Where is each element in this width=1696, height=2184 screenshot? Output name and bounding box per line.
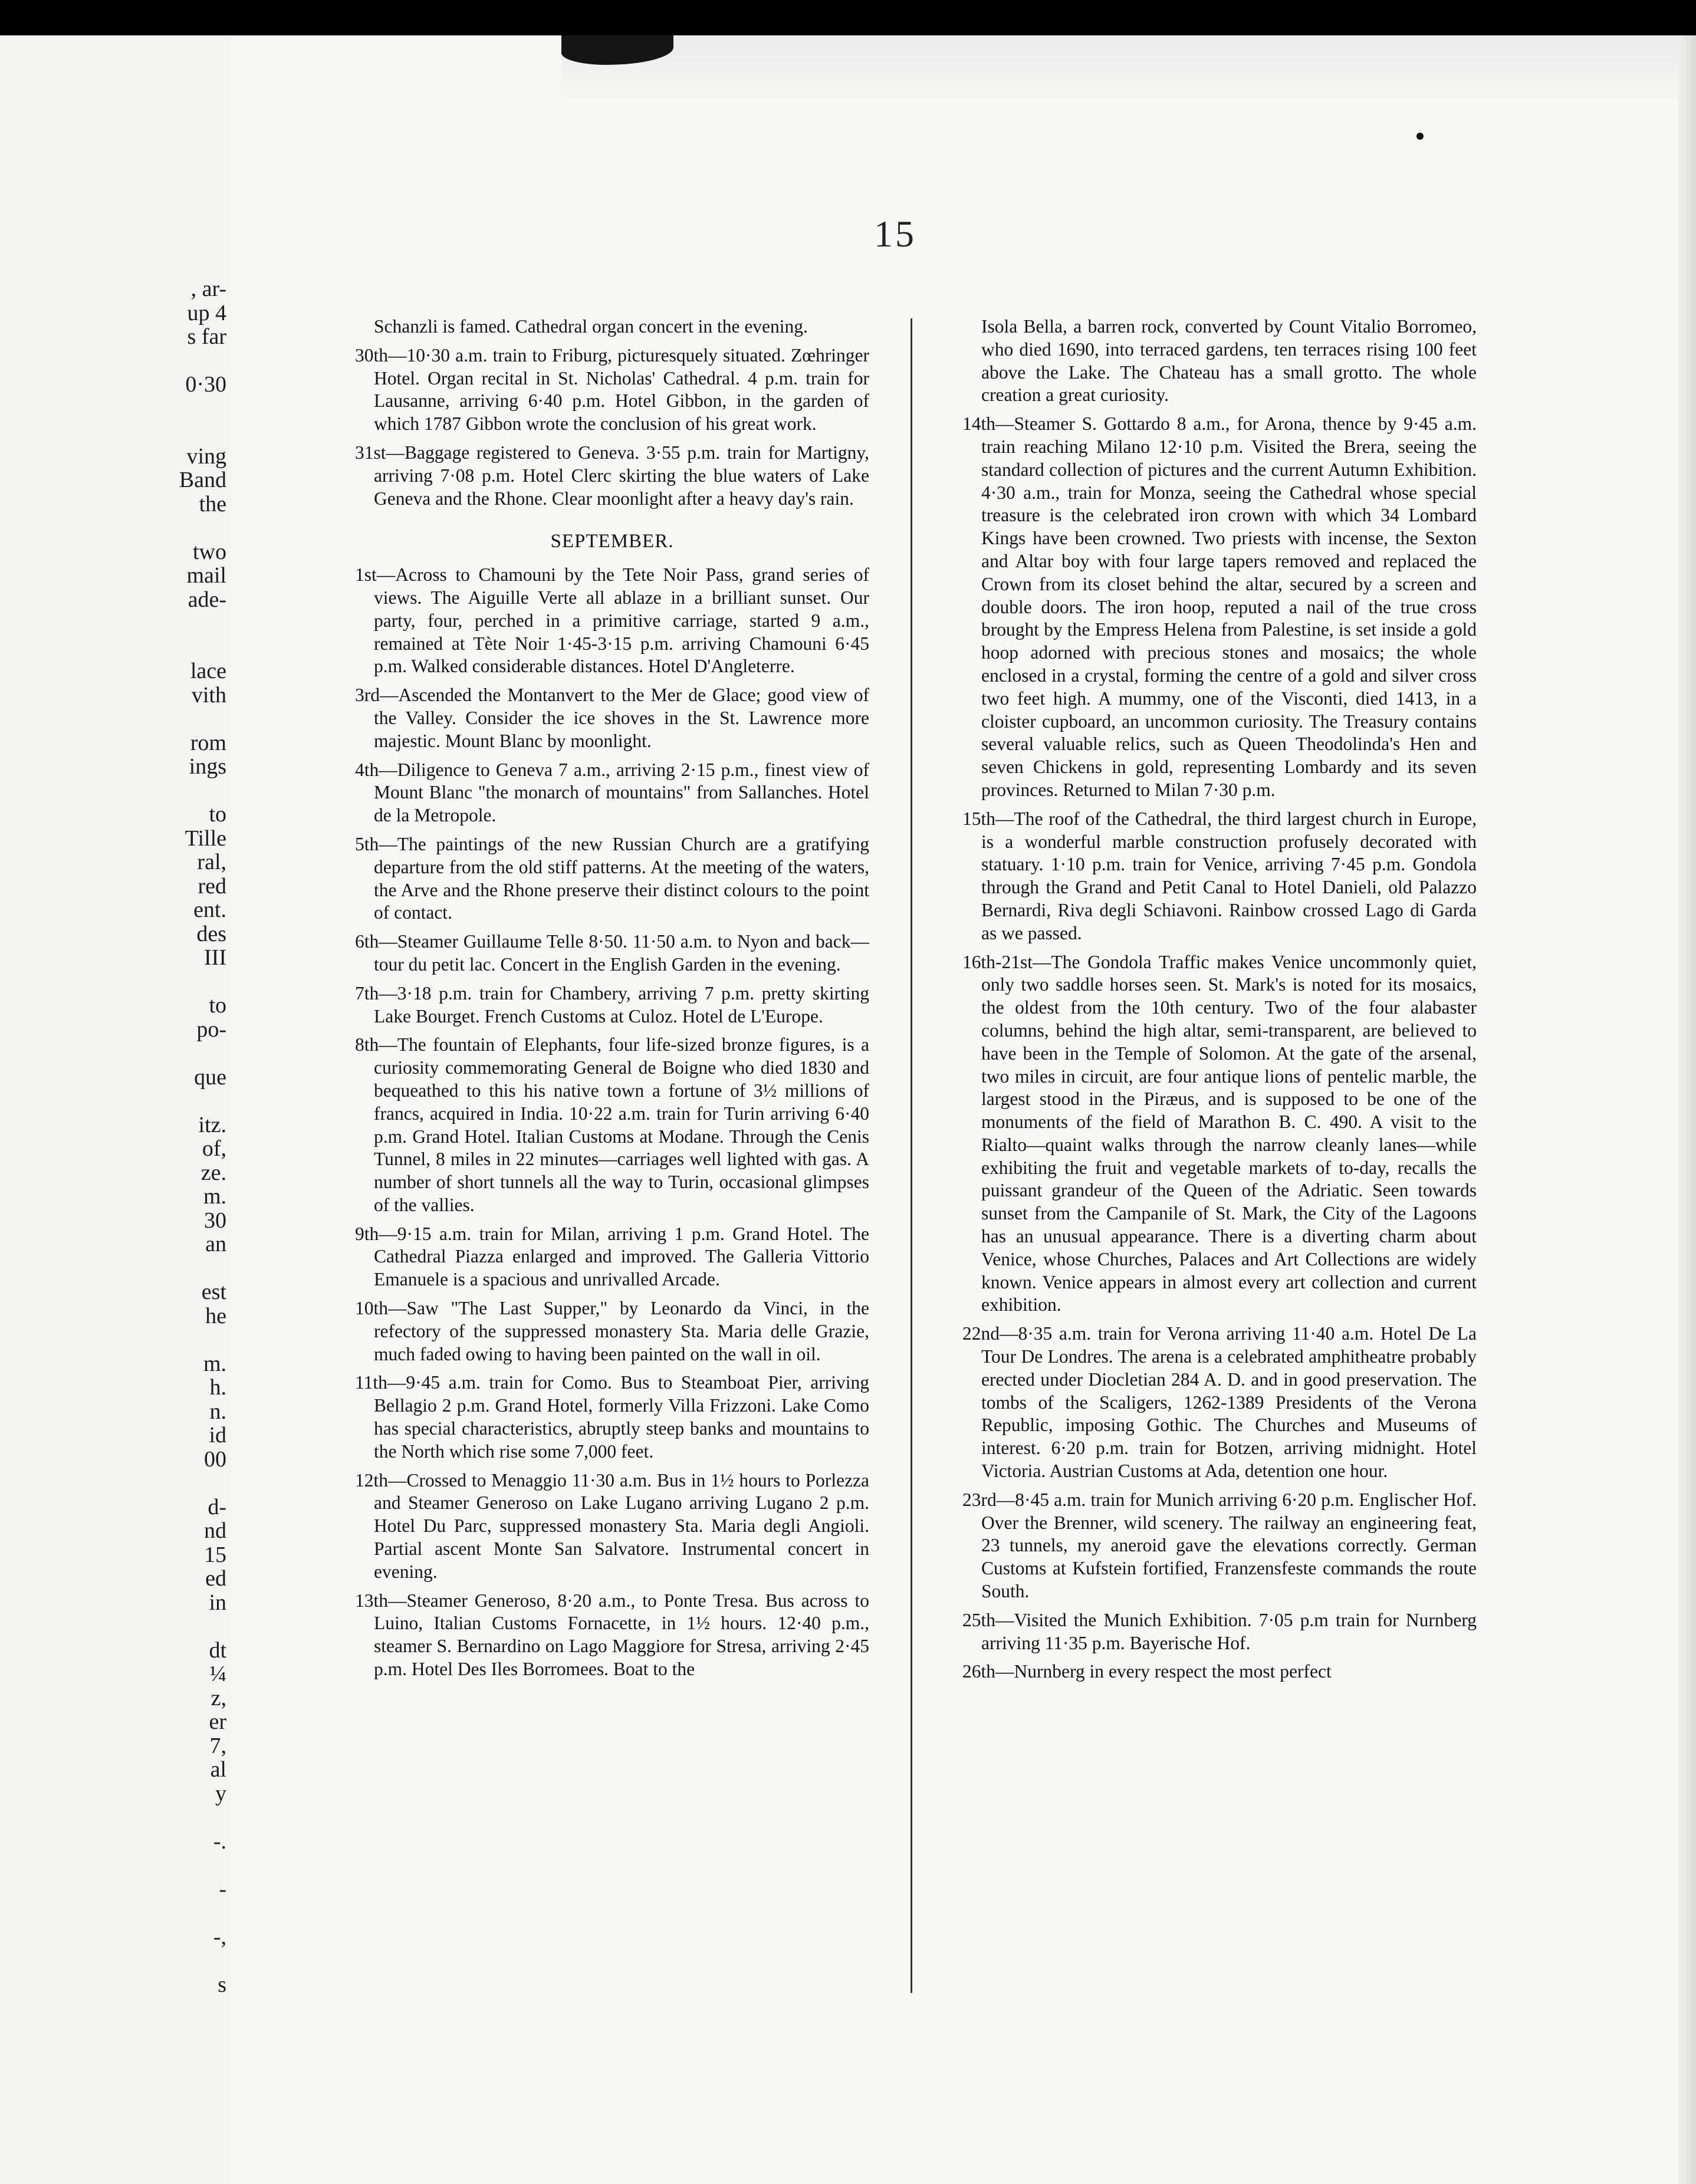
prev-page-text-fragment: s far bbox=[187, 324, 226, 349]
prev-page-text-fragment: two bbox=[193, 539, 226, 564]
diary-entry: 26th—Nurnberg in every respect the most perfect bbox=[962, 1661, 1332, 1682]
prev-page-text-fragment: s bbox=[218, 1972, 226, 1997]
diary-entry: 8th—The fountain of Elephants, four life-sized bronze figures, is a curiosity commemorating General de Boigne who died 1830 and bequeathed to this his native town a fortune of 3½ millions of francs, acquired in India. 10·22 a.m. train for Turin arriving 6·40 p.m. Grand Hotel. Italian Customs at Modane. Through the Cenis Tunnel, 8 miles in 22 minutes—carriages well lighted with gas. A number of short tunnels all the way to Turin, occasional glimpses of the vallies. bbox=[355, 1034, 869, 1215]
prev-page-text-fragment: id bbox=[209, 1423, 226, 1448]
page-15 bbox=[231, 35, 1696, 2184]
diary-entry: 11th—9·45 a.m. train for Como. Bus to Steamboat Pier, arriving Bellagio 2 p.m. Grand Hotel, formerly Villa Frizzoni. Lake Como has special characteristics, abruptly steep banks and mountains to the North which rise some 7,000 feet. bbox=[355, 1372, 869, 1462]
prev-page-text-fragment: to bbox=[209, 802, 226, 827]
diary-entry: 22nd—8·35 a.m. train for Verona arriving 11·40 a.m. Hotel De La Tour De Londres. The arena is a celebrated amphitheatre probably erected under Diocletian 284 A. D. and in good preservation. The tombs of the Scaligers, 1262-1389 Presidents of the Verona Republic, imposing Gothic. The Churches and Museums of interest. 6·20 p.m. train for Botzen, arriving midnight. Hotel Victoria. Austrian Customs at Ada, detention one hour. bbox=[962, 1323, 1477, 1482]
prev-page-text-fragment: m. bbox=[203, 1184, 226, 1209]
left-lead-in: Schanzli is famed. Cathedral organ concert in the evening. bbox=[374, 316, 808, 337]
diary-entry: 1st—Across to Chamouni by the Tete Noir Pass, grand series of views. The Aiguille Verte all ablaze in a brilliant sunset. Our party, four, perched in a primitive carriage, started 9 a.m., remained at Tète Noir 1·45-3·15 p.m. arriving Chamouni 6·45 p.m. Walked considerable distances. Hotel D'Angleterre. bbox=[355, 564, 869, 677]
prev-page-text-fragment: po- bbox=[196, 1017, 226, 1042]
diary-entry: 23rd—8·45 a.m. train for Munich arriving 6·20 p.m. Englischer Hof. Over the Brenner, wild scenery. The railway an engineering feat, 23 tunnels, my aneroid gave the elevations correctly. German Customs at Kufstein fortified, Franzensfeste commands the route South. bbox=[962, 1489, 1477, 1602]
speck bbox=[1416, 133, 1424, 140]
prev-page-text-fragment: lace bbox=[190, 659, 226, 683]
prev-page-text-fragment: dt bbox=[209, 1637, 226, 1663]
prev-page-text-fragment: y bbox=[215, 1781, 226, 1806]
diary-entry: 6th—Steamer Guillaume Telle 8·50. 11·50 a.m. to Nyon and back—tour du petit lac. Concert in the English Garden in the evening. bbox=[355, 931, 869, 975]
prev-page-text-fragment: of, bbox=[202, 1136, 226, 1161]
prev-page-text-fragment: h. bbox=[209, 1375, 226, 1400]
prev-page-text-fragment: , ar- bbox=[190, 277, 226, 301]
prev-page-text-fragment: ¼ bbox=[209, 1662, 226, 1686]
prev-page-text-fragment: 15 bbox=[204, 1542, 226, 1567]
diary-entry: 15th—The roof of the Cathedral, the third largest church in Europe, is a wonderful marble construction profusely decorated with statuary. 1·10 p.m. train for Venice, arriving 7·45 p.m. Gondola through the Grand and Petit Canal to Hotel Danieli, old Palazzo Bernardi, Riva degli Schiavoni. Rainbow crossed Lago di Garda as we passed. bbox=[962, 808, 1477, 943]
diary-entry: 14th—Steamer S. Gottardo 8 a.m., for Arona, thence by 9·45 a.m. train reaching Milano 12·10 p.m. Visited the Brera, seeing the standard collection of pictures and the current Autumn Exhibition. 4·30 a.m., train for Monza, seeing the Cathedral whose special treasure is the celebrated iron crown with which 34 Lombard Kings have been crowned. Two priests with incense, the Sexton and Altar boy with four large tapers removed and replaced the Crown from its closet behind the altar, secured by a screen and double doors. The iron hoop, reputed a nail of the true cross brought by the Empress Helena from Palestine, is set inside a gold hoop adorned with precious stones and mosaics; the whole enclosed in a crystal, forming the centre of a gold and silver cross two feet high. A mummy, one of the Visconti, died 1413, in a cloister cupboard, an uncommon curiosity. The Treasury contains several valuable relics, such as Queen Theodolinda's Hen and seven Chickens in gold, representing Lombardy and its seven provinces. Returned to Milan 7·30 p.m. bbox=[962, 413, 1477, 800]
prev-page-text-fragment: vith bbox=[191, 682, 226, 708]
right-lead-in: Isola Bella, a barren rock, converted by Count Vitalio Borromeo, who died 1690, into terraced gardens, ten terraces rising 100 feet above the Lake. The Chateau has a small grotto. The whole creation a great curiosity. bbox=[981, 316, 1477, 406]
diary-entry: 4th—Diligence to Geneva 7 a.m., arriving 2·15 p.m., finest view of Mount Blanc "the monarch of mountains" from Sallanches. Hotel de la Metropole. bbox=[355, 759, 869, 826]
entries-september bbox=[355, 564, 869, 1681]
prev-page-text-fragment: des bbox=[196, 921, 226, 946]
left-column bbox=[355, 315, 869, 1687]
entries-august bbox=[355, 344, 869, 511]
prev-page-text-fragment: an bbox=[205, 1232, 226, 1257]
prev-page-text-fragment: itz. bbox=[198, 1112, 226, 1137]
diary-entry: 7th—3·18 p.m. train for Chambery, arriving 7 p.m. pretty skirting Lake Bourget. French Customs at Culoz. Hotel de L'Europe. bbox=[355, 982, 869, 1027]
prev-page-text-fragment: nd bbox=[204, 1518, 226, 1543]
prev-page-text-fragment: 7, bbox=[209, 1733, 226, 1758]
prev-page-text-fragment: er bbox=[209, 1709, 226, 1734]
prev-page-text-fragment: 00 bbox=[204, 1446, 226, 1472]
column-rule bbox=[911, 318, 912, 1993]
diary-entry: 16th-21st—The Gondola Traffic makes Venice uncommonly quiet, only two saddle horses seen. St. Mark's is noted for its mosaics, the oldest from the 10th century. Two of the four alabaster columns, behind the high altar, semi-transparent, are believed to have been in the Temple of Solomon. At the gate of the arsenal, two miles in circuit, are four antique lions of pentelic marble, the largest stood in the Piræus, and is supposed to be one of the monuments of the field of Marathon B. C. 490. A visit to the Rialto—quaint walks through the narrow cleanly lanes—while exhibiting the fruit and vegetable markets of to-day, recalls the puissant grandeur of the Queen of the Adriatic. Seen towards sunset from the Campanile of St. Mark, the City of the Lagoons has an unusual appearance. There is a diverting charm about Venice, whose Churches, Palaces and Art Collections are widely known. Venice appears in almost every art collection and current exhibition. bbox=[962, 951, 1477, 1315]
diary-entry: 10th—Saw "The Last Supper," by Leonardo da Vinci, in the refectory of the suppressed monastery Sta. Maria delle Grazie, much faded owing to having been painted on the wall in oil. bbox=[355, 1298, 869, 1364]
prev-page-text-fragment: he bbox=[205, 1303, 226, 1328]
prev-page-text-fragment: z, bbox=[211, 1685, 226, 1711]
prev-page-text-fragment: the bbox=[199, 491, 226, 517]
prev-page-text-fragment: red bbox=[198, 873, 226, 899]
prev-page-text-fragment: ze. bbox=[201, 1160, 226, 1185]
prev-page-text-fragment: est bbox=[201, 1280, 226, 1304]
prev-page-text-fragment: Band bbox=[179, 468, 226, 492]
prev-page-text-fragment: -. bbox=[213, 1828, 226, 1854]
prev-page-text-fragment: que bbox=[194, 1064, 226, 1090]
prev-page-text-fragment: up 4 bbox=[187, 300, 226, 325]
prev-page-text-fragment: d- bbox=[208, 1494, 226, 1519]
prev-page-text-fragment: ent. bbox=[193, 897, 226, 922]
prev-page-text-fragment: -, bbox=[213, 1924, 226, 1949]
page-top-shadow bbox=[561, 35, 1696, 106]
diary-entry: 30th—10·30 a.m. train to Friburg, picturesquely situated. Zœhringer Hotel. Organ recital in St. Nicholas' Cathedral. 4 p.m. train for Lausanne, arriving 6·40 p.m. Hotel Gibbon, in the garden of which 1787 Gibbon wrote the conclusion of his great work. bbox=[355, 344, 869, 435]
prev-page-text-fragment: Tille bbox=[185, 825, 226, 851]
prev-page-text-fragment: in bbox=[209, 1590, 226, 1615]
prev-page-text-fragment: ed bbox=[205, 1566, 226, 1591]
prev-page-text-fragment: ving bbox=[186, 443, 226, 469]
prev-page-text-fragment: rom bbox=[190, 730, 226, 755]
diary-entry: 5th—The paintings of the new Russian Church are a gratifying departure from the old stiff patterns. At the meeting of the waters, the Arve and the Rhone preserve their distinct colours to the point of contact. bbox=[355, 833, 869, 923]
diary-entry: 31st—Baggage registered to Geneva. 3·55 p.m. train for Martigny, arriving 7·08 p.m. Hotel Clerc skirting the blue waters of Lake Geneva and the Rhone. Clear moonlight after a heavy day's rain. bbox=[355, 442, 869, 509]
prev-page-text-fragment: to bbox=[209, 993, 226, 1018]
prev-page-text-fragment: al bbox=[210, 1757, 226, 1782]
right-column bbox=[962, 315, 1477, 1689]
month-heading: SEPTEMBER. bbox=[550, 531, 674, 552]
prev-page-text-fragment: m. bbox=[203, 1351, 226, 1376]
diary-entry: 12th—Crossed to Menaggio 11·30 a.m. Bus in 1½ hours to Porlezza and Steamer Generoso on Lake Lugano arriving Lugano 2 p.m. Hotel Du Parc, suppressed monastery Sta. Maria degli Angioli. Partial ascent Monte San Salvatore. Instrumental concert in evening. bbox=[355, 1469, 869, 1582]
prev-page-text-fragment: mail bbox=[186, 563, 226, 588]
diary-entry: 9th—9·15 a.m. train for Milan, arriving 1 p.m. Grand Hotel. The Cathedral Piazza enlarged and improved. The Galleria Vittorio Emanuele is a spacious and unrivalled Arcade. bbox=[355, 1223, 869, 1290]
diary-entry: 13th—Steamer Generoso, 8·20 a.m., to Ponte Tresa. Bus across to Luino, Italian Customs Fornacette, in 1½ hours. 12·40 p.m., steamer S. Bernardino on Lago Maggiore for Stresa, arriving 2·45 p.m. Hotel Des Iles Borromees. Boat to the bbox=[355, 1590, 869, 1680]
page-edge-shadow bbox=[1678, 35, 1696, 2184]
prev-page-text-fragment: 30 bbox=[204, 1208, 226, 1233]
previous-page-fragment bbox=[0, 35, 235, 2184]
prev-page-text-fragment: III bbox=[204, 945, 226, 970]
prev-page-text-fragment: - bbox=[219, 1876, 226, 1902]
page-number: 15 bbox=[874, 213, 916, 255]
prev-page-text-fragment: ral, bbox=[197, 850, 226, 874]
diary-entry: 3rd—Ascended the Montanvert to the Mer de Glace; good view of the Valley. Consider the ice shoves in the St. Lawrence more majestic. Mount Blanc by moonlight. bbox=[355, 685, 869, 751]
prev-page-text-fragment: n. bbox=[209, 1399, 226, 1424]
prev-page-text-fragment: ade- bbox=[188, 587, 226, 612]
diary-entry: 25th—Visited the Munich Exhibition. 7·05 p.m train for Nurnberg arriving 11·35 p.m. Bayerische Hof. bbox=[962, 1609, 1477, 1653]
prev-page-text-fragment: 0·30 bbox=[185, 372, 226, 397]
prev-page-text-fragment: ings bbox=[189, 754, 226, 779]
